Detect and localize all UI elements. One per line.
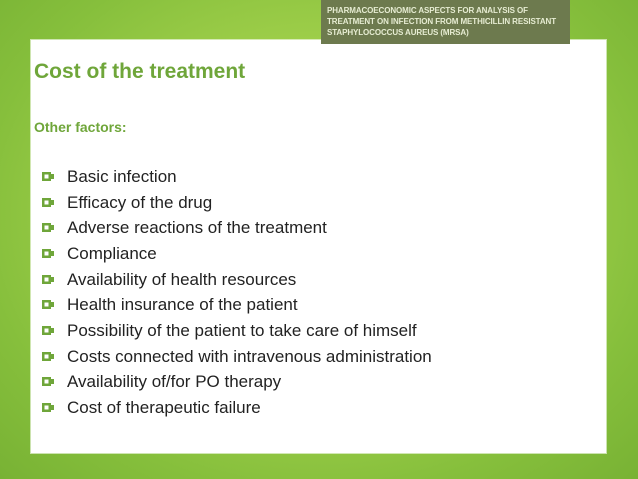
bullet-item <box>40 164 432 190</box>
bullet-text: Efficacy of the drug <box>67 192 213 212</box>
bullet-text: Costs connected with intravenous administration <box>67 346 432 366</box>
bullet-item <box>40 370 432 396</box>
bullet-list <box>40 164 432 421</box>
hollow-square-bullet-icon <box>40 221 58 235</box>
hollow-square-bullet-icon <box>40 401 58 415</box>
bullet-text: Cost of therapeutic failure <box>67 398 261 418</box>
bullet-text: Health insurance of the patient <box>67 295 298 315</box>
slide-subtitle: Other factors: <box>34 119 127 135</box>
bullet-text: Possibility of the patient to take care of himself <box>67 320 417 340</box>
bullet-text: Basic infection <box>67 166 177 186</box>
header-text: PHARMACOECONOMIC ASPECTS FOR ANALYSIS OF TREATMENT ON INFECTION FROM METHICILLIN RESISTANT STAPHYLOCOCCUS AUREUS (MRSA) <box>327 6 557 37</box>
bullet-item <box>40 292 432 318</box>
bullet-text: Availability of/for PO therapy <box>67 372 282 392</box>
bullet-text: Availability of health resources <box>67 269 297 289</box>
hollow-square-bullet-icon <box>40 324 58 338</box>
hollow-square-bullet-icon <box>40 170 58 184</box>
bullet-text: Adverse reactions of the treatment <box>67 218 327 238</box>
bullet-text: Compliance <box>67 243 157 263</box>
bullet-item <box>40 395 432 421</box>
header-banner <box>321 0 570 44</box>
hollow-square-bullet-icon <box>40 273 58 287</box>
bullet-item <box>40 241 432 267</box>
hollow-square-bullet-icon <box>40 375 58 389</box>
hollow-square-bullet-icon <box>40 298 58 312</box>
hollow-square-bullet-icon <box>40 350 58 364</box>
hollow-square-bullet-icon <box>40 196 58 210</box>
bullet-item <box>40 318 432 344</box>
bullet-item <box>40 267 432 293</box>
hollow-square-bullet-icon <box>40 247 58 261</box>
bullet-item <box>40 344 432 370</box>
bullet-item <box>40 190 432 216</box>
bullet-item <box>40 215 432 241</box>
slide-title: Cost of the treatment <box>34 60 246 83</box>
